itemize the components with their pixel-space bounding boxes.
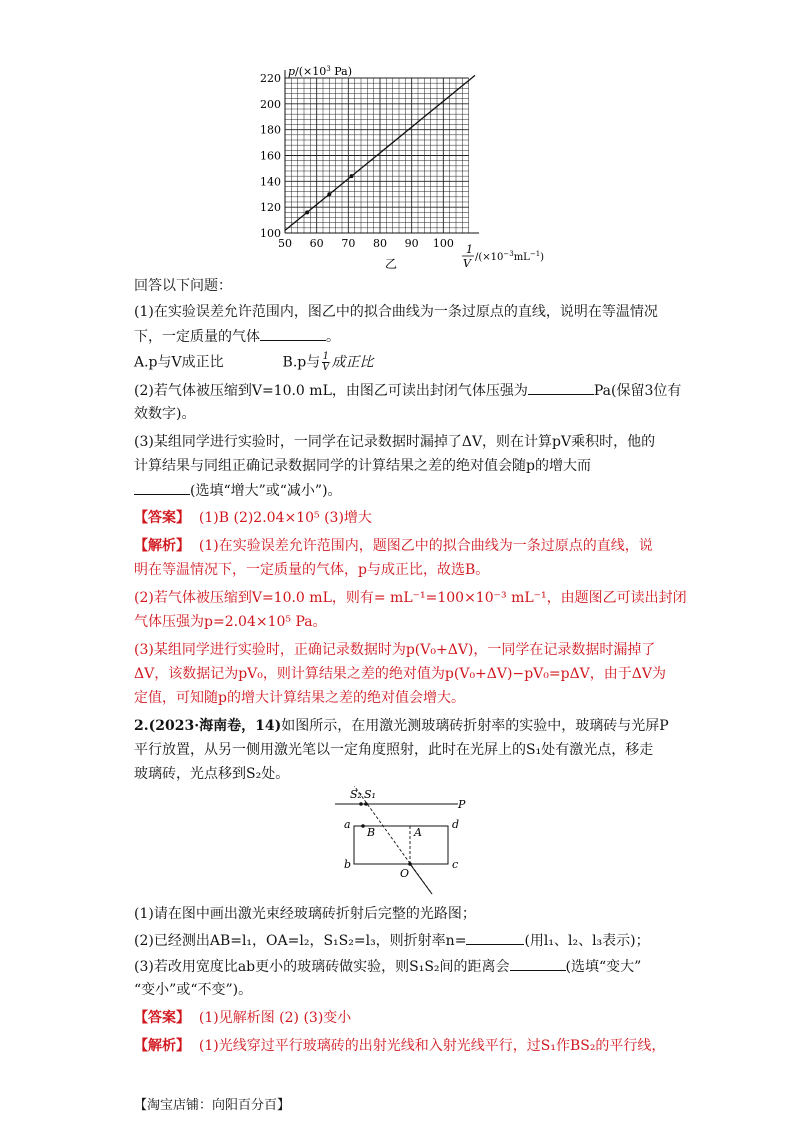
point-b xyxy=(361,824,365,828)
label-s2: S₂ xyxy=(350,788,362,801)
pressure-vs-inverse-volume-chart xyxy=(252,58,552,273)
data-point xyxy=(305,210,309,214)
q2-header-line1: 2.(2023·海南卷，14)如图所示，在用激光测玻璃砖折射率的实验中，玻璃砖与光屏P xyxy=(134,718,669,734)
y-tick-label: 100 xyxy=(260,227,281,240)
label-b-point: B xyxy=(367,826,376,839)
x-tick-label: 70 xyxy=(341,237,356,250)
option-a: A.p与V成正比 xyxy=(134,354,224,371)
point-s2 xyxy=(359,802,363,806)
x-axis-label-denominator: V xyxy=(463,257,471,270)
label-c-corner: c xyxy=(452,858,459,871)
question-source: (2023·海南卷，14) xyxy=(148,718,282,734)
data-point xyxy=(350,174,354,178)
q1-part2-line2: 效数字)。 xyxy=(134,406,196,422)
q1-explanation-3-line3: 定值，可知随p的增大计算结果之差的绝对值会增大。 xyxy=(134,690,465,706)
point-o xyxy=(408,862,412,866)
x-tick-label: 50 xyxy=(278,237,292,250)
q2-sub1: (1)请在图中画出激光束经玻璃砖折射后完整的光路图； xyxy=(134,906,476,922)
q1-explanation-2-line2: 气体压强为p=2.04×10⁵ Pa。 xyxy=(134,614,327,630)
q2-answer: 【答案】 (1)见解析图 (2) (3)变小 xyxy=(134,1010,352,1026)
data-point xyxy=(327,192,331,196)
q2-explanation: 【解析】 (1)光线穿过平行玻璃砖的出射光线和入射光线平行，过S₁作BS₂的平行线， xyxy=(134,1038,666,1054)
q1-explanation-1-line1: 【解析】 (1)在实验误差允许范围内，题图乙中的拟合曲线为一条过原点的直线，说 xyxy=(134,538,653,554)
q1-part3-line2: 计算结果与同组正确记录数据同学的计算结果之差的绝对值会随p的增大而 xyxy=(134,458,591,474)
x-tick-label: 90 xyxy=(404,237,419,250)
y-tick-label: 220 xyxy=(260,72,281,85)
label-b-corner: b xyxy=(344,858,352,871)
x-tick-label: 60 xyxy=(309,237,324,250)
q1-explanation-3-line1: (3)某组同学进行实验时，正确记录数据时为p(V₀+ΔV)，一同学在记录数据时漏掉了 xyxy=(134,642,656,658)
label-a-corner: a xyxy=(344,818,351,831)
y-axis-label: $p/(\times 10^3$ Pa) xyxy=(288,65,352,78)
y-tick-label: 120 xyxy=(260,201,281,215)
q2-header-line2: 平行放置，从另一侧用激光笔以一定角度照射，此时在光屏上的S₁处有激光点，移走 xyxy=(134,742,654,758)
q1-options xyxy=(134,352,674,373)
q1-explanation-2-line1: (2)若气体被压缩到V=10.0 mL，则有= mL⁻¹=100×10⁻³ mL⁻¹，由题图乙可读出封闭 xyxy=(134,590,687,606)
q2-sub2: (2)已经测出AB=l₁，OA=l₂，S₁S₂=l₃，则折射率n= (用l₁、l₂、l₃表示)； xyxy=(134,930,674,951)
fraction-1-over-v: $\frac{1}{V}$ xyxy=(322,351,330,373)
x-axis-label-units: $/(\times 10^{-3}mL^{-1})$ xyxy=(475,250,545,263)
footer-shop-label: 【淘宝店铺：向阳百分百】 xyxy=(134,1098,291,1113)
q1-part3-line1: (3)某组同学进行实验时，一同学在记录数据时漏掉了ΔV，则在计算pV乘积时，他的 xyxy=(134,434,656,450)
laser-path-exit xyxy=(410,864,432,894)
label-a-point: A xyxy=(414,826,422,839)
q2-sub3-line2: “变小”或“不变”)。 xyxy=(134,982,253,998)
q1-explanation-1-line2: 明在等温情况下，一定质量的气体，p与成正比，故选B。 xyxy=(134,562,490,578)
q1-answer: 【答案】 (1)B (2)2.04×10⁵ (3)增大 xyxy=(134,510,372,526)
answer-blank-3[interactable] xyxy=(134,480,190,495)
q2-sub3-line1: (3)若改用宽度比ab更小的玻璃砖做实验，则S₁S₂间的距离会 (选填“变大” xyxy=(134,956,674,977)
y-tick-label: 180 xyxy=(260,123,281,137)
glass-brick-diagram xyxy=(330,786,480,898)
point-s1 xyxy=(364,802,368,806)
intro-text: 回答以下问题： xyxy=(134,278,232,294)
y-tick-label: 160 xyxy=(260,149,281,163)
x-tick-label: 100 xyxy=(432,237,454,250)
q2-header-line3: 玻璃砖，光点移到S₂处。 xyxy=(134,766,290,782)
y-tick-label: 200 xyxy=(260,97,281,111)
label-p: P xyxy=(458,798,466,811)
chart-caption: 乙 xyxy=(385,257,398,271)
answer-blank-4[interactable] xyxy=(466,930,524,945)
answer-blank-2[interactable] xyxy=(528,380,594,395)
label-d-corner: d xyxy=(452,818,460,831)
q1-part1-line1: (1)在实验误差允许范围内，图乙中的拟合曲线为一条过原点的直线，说明在等温情况 xyxy=(134,304,658,320)
option-b: B.p与 $\frac{1}{V}$ 成正比 xyxy=(282,351,374,373)
answer-blank-5[interactable] xyxy=(510,956,566,971)
label-o-point: O xyxy=(400,867,410,880)
answer-blank-1[interactable] xyxy=(260,326,326,341)
y-tick-label: 140 xyxy=(260,175,281,189)
q1-part1-line2: 下，一定质量的气体 。 xyxy=(134,326,674,347)
label-s1: S₁ xyxy=(364,788,376,801)
x-axis-label-numerator: 1 xyxy=(466,243,473,256)
q1-part2-line1: (2)若气体被压缩到V=10.0 mL，由图乙可读出封闭气体压强为 Pa(保留3位有 xyxy=(134,380,674,401)
q1-explanation-3-line2: ΔV，该数据记为pV₀，则计算结果之差的绝对值为p(V₀+ΔV)−pV₀=pΔV，由于ΔV为 xyxy=(134,666,667,682)
x-tick-label: 80 xyxy=(373,237,387,250)
q1-part3-line3: (选填“增大”或“减小”)。 xyxy=(134,480,674,501)
